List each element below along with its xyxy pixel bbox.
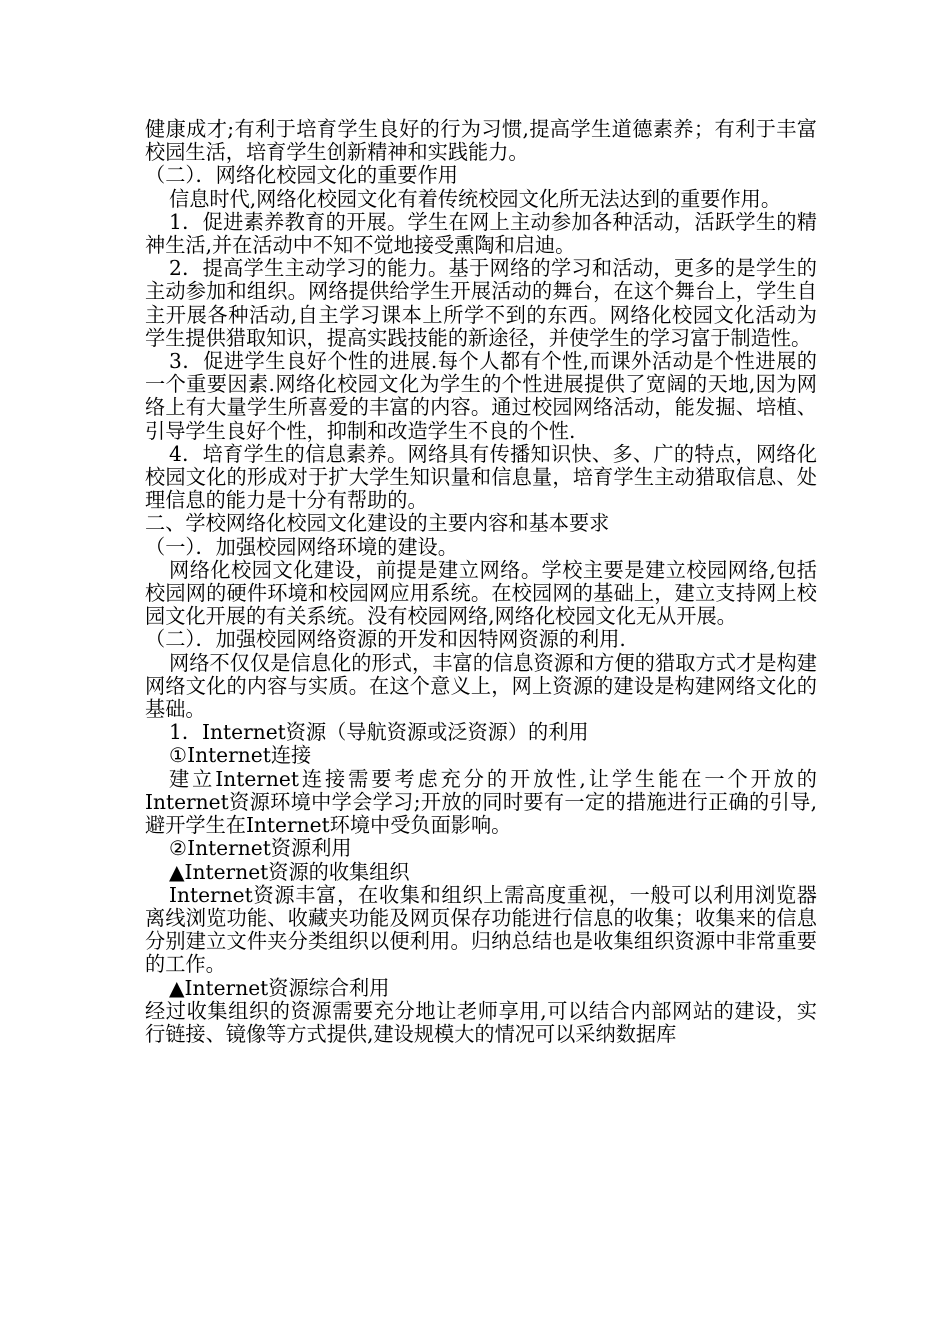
list-item: 3．促进学生良好个性的进展.每个人都有个性,而课外活动是个性进展的一个重要因素.网络化校园文化为学生的个性进展提供了宽阔的天地,因为网络上有大量学生所喜爱的丰富的内容。通过校园网络活动，能发掘、培植、引导学生良好个性，抑制和改造学生不良的个性. <box>145 349 817 443</box>
paragraph: 网络化校园文化建设，前提是建立网络。学校主要是建立校园网络,包括校园网的硬件环境和校园网应用系统。在校园网的基础上，建立支持网上校园文化开展的有关系统。没有校园网络,网络化校园文化无从开展。 <box>145 557 817 629</box>
paragraph: 建立Internet连接需要考虑充分的开放性,让学生能在一个开放的Internet资源环境中学会学习;开放的同时要有一定的措施进行正确的引导,避开学生在Internet环境中受负面影响。 <box>145 766 817 838</box>
subsection-heading: 1．Internet资源（导航资源或泛资源）的利用 <box>169 720 589 745</box>
document-page <box>145 118 817 1046</box>
section-heading: 二、学校网络化校园文化建设的主要内容和基本要求 <box>145 511 610 536</box>
subsection-heading: ▲Internet资源综合利用 <box>169 975 390 1000</box>
paragraph: 信息时代,网络化校园文化有着传统校园文化所无法达到的重要作用。 <box>169 186 782 211</box>
list-item: 1．促进素养教育的开展。学生在网上主动参加各种活动，活跃学生的精神生活,并在活动中不知不觉地接受熏陶和启迪。 <box>145 209 817 258</box>
paragraph: 健康成才;有利于培育学生良好的行为习惯,提高学生道德素养；有利于丰富校园生活，培育学生创新精神和实践能力。 <box>145 117 817 165</box>
section-heading: （二）．加强校园网络资源的开发和因特网资源的利用. <box>145 627 626 652</box>
section-heading: （一）．加强校园网络环境的建设。 <box>145 534 458 559</box>
list-item: 4．培育学生的信息素养。网络具有传播知识快、多、广的特点，网络化校园文化的形成对于扩大学生知识量和信息量，培育学生主动猎取信息、处理信息的能力是十分有帮助的。 <box>145 441 817 513</box>
paragraph: 经过收集组织的资源需要充分地让老师享用,可以结合内部网站的建设，实行链接、镜像等方式提供,建设规模大的情况可以采纳数据库 <box>145 998 817 1046</box>
section-heading: （二）．网络化校园文化的重要作用 <box>145 163 458 188</box>
paragraph: Internet资源丰富，在收集和组织上需高度重视，一般可以利用浏览器离线浏览功能、收藏夹功能及网页保存功能进行信息的收集；收集来的信息分别建立文件夹分类组织以便利用。归纳总结也是收集组织资源中非常重要的工作。 <box>145 882 817 977</box>
subsection-heading: ②Internet资源利用 <box>169 836 352 861</box>
list-item: 2．提高学生主动学习的能力。基于网络的学习和活动，更多的是学生的主动参加和组织。网络提供给学生开展活动的舞台，在这个舞台上，学生自主开展各种活动,自主学习课本上所学不到的东西。网络化校园文化活动为学生提供猎取知识，提高实践技能的新途径，并使学生的学习富于制造性。 <box>145 256 817 350</box>
subsection-heading: ▲Internet资源的收集组织 <box>169 859 410 884</box>
subsection-heading: ①Internet连接 <box>169 743 312 768</box>
paragraph: 网络不仅仅是信息化的形式，丰富的信息资源和方便的猎取方式才是构建网络文化的内容与实质。在这个意义上，网上资源的建设是构建网络文化的基础。 <box>145 650 817 722</box>
